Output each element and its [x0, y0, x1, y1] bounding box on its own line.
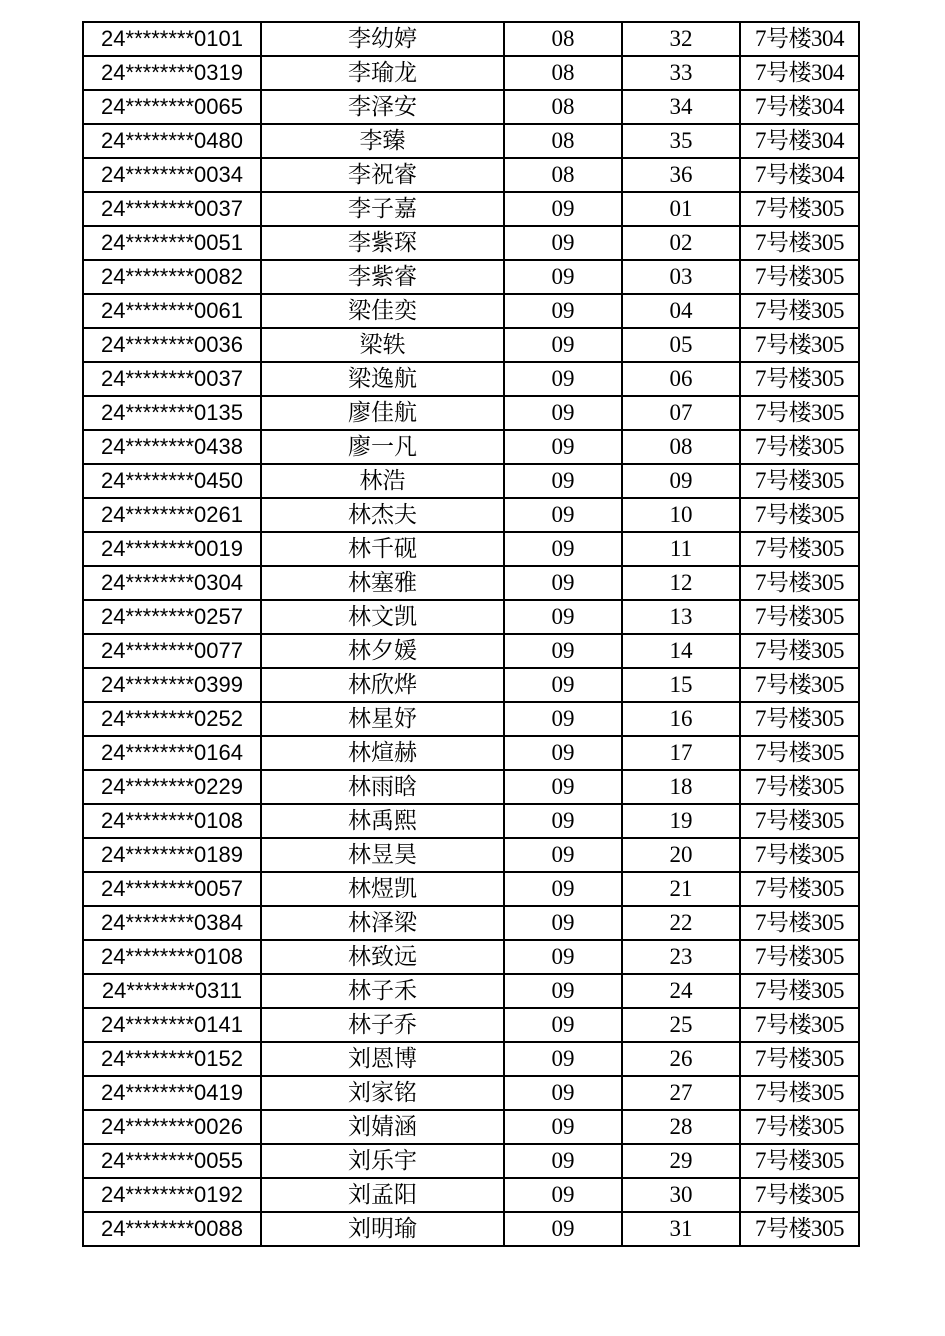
class-number-cell: 09	[504, 498, 622, 532]
seat-number-cell: 13	[622, 600, 740, 634]
seat-number-cell: 01	[622, 192, 740, 226]
student-id-cell: 24********0319	[83, 56, 261, 90]
class-number-cell: 09	[504, 804, 622, 838]
exam-room-cell: 7号楼305	[740, 634, 859, 668]
seat-number-cell: 18	[622, 770, 740, 804]
exam-room-cell: 7号楼305	[740, 872, 859, 906]
seat-number-cell: 04	[622, 294, 740, 328]
seat-number-cell: 02	[622, 226, 740, 260]
class-number-cell: 08	[504, 56, 622, 90]
class-number-cell: 09	[504, 532, 622, 566]
student-name-cell: 林煜凯	[261, 872, 504, 906]
class-number-cell: 09	[504, 1178, 622, 1212]
seat-number-cell: 14	[622, 634, 740, 668]
class-number-cell: 09	[504, 362, 622, 396]
table-row	[83, 1076, 859, 1110]
table-row	[83, 56, 859, 90]
exam-seating-table	[82, 21, 860, 1247]
student-id-cell: 24********0108	[83, 940, 261, 974]
exam-room-cell: 7号楼305	[740, 668, 859, 702]
seat-number-cell: 29	[622, 1144, 740, 1178]
table-row	[83, 362, 859, 396]
student-name-cell: 林浩	[261, 464, 504, 498]
exam-room-cell: 7号楼305	[740, 226, 859, 260]
seat-number-cell: 35	[622, 124, 740, 158]
class-number-cell: 09	[504, 974, 622, 1008]
student-id-cell: 24********0082	[83, 260, 261, 294]
student-id-cell: 24********0189	[83, 838, 261, 872]
student-name-cell: 林子乔	[261, 1008, 504, 1042]
student-id-cell: 24********0135	[83, 396, 261, 430]
class-number-cell: 09	[504, 1042, 622, 1076]
table-row	[83, 1008, 859, 1042]
exam-room-cell: 7号楼305	[740, 260, 859, 294]
student-id-cell: 24********0108	[83, 804, 261, 838]
table-row	[83, 260, 859, 294]
class-number-cell: 09	[504, 260, 622, 294]
table-row	[83, 90, 859, 124]
seat-number-cell: 03	[622, 260, 740, 294]
student-id-cell: 24********0311	[83, 974, 261, 1008]
student-name-cell: 刘婧涵	[261, 1110, 504, 1144]
table-row	[83, 464, 859, 498]
student-id-cell: 24********0026	[83, 1110, 261, 1144]
seat-number-cell: 27	[622, 1076, 740, 1110]
seat-number-cell: 24	[622, 974, 740, 1008]
student-name-cell: 林昱昊	[261, 838, 504, 872]
class-number-cell: 08	[504, 124, 622, 158]
student-name-cell: 李子嘉	[261, 192, 504, 226]
student-id-cell: 24********0019	[83, 532, 261, 566]
seat-number-cell: 19	[622, 804, 740, 838]
student-id-cell: 24********0101	[83, 22, 261, 56]
seat-number-cell: 10	[622, 498, 740, 532]
student-id-cell: 24********0051	[83, 226, 261, 260]
exam-room-cell: 7号楼305	[740, 498, 859, 532]
table-row	[83, 634, 859, 668]
seat-number-cell: 12	[622, 566, 740, 600]
class-number-cell: 09	[504, 634, 622, 668]
seat-number-cell: 33	[622, 56, 740, 90]
exam-room-cell: 7号楼305	[740, 1144, 859, 1178]
student-id-cell: 24********0450	[83, 464, 261, 498]
class-number-cell: 08	[504, 90, 622, 124]
table-row	[83, 1212, 859, 1246]
student-name-cell: 林欣烨	[261, 668, 504, 702]
student-name-cell: 梁逸航	[261, 362, 504, 396]
table-row	[83, 770, 859, 804]
student-id-cell: 24********0088	[83, 1212, 261, 1246]
class-number-cell: 09	[504, 1110, 622, 1144]
class-number-cell: 09	[504, 328, 622, 362]
student-id-cell: 24********0065	[83, 90, 261, 124]
class-number-cell: 08	[504, 158, 622, 192]
student-id-cell: 24********0192	[83, 1178, 261, 1212]
student-name-cell: 廖佳航	[261, 396, 504, 430]
student-id-cell: 24********0304	[83, 566, 261, 600]
table-row	[83, 158, 859, 192]
table-row	[83, 804, 859, 838]
table-row	[83, 736, 859, 770]
student-name-cell: 林星妤	[261, 702, 504, 736]
student-name-cell: 林禹熙	[261, 804, 504, 838]
student-name-cell: 李紫睿	[261, 260, 504, 294]
student-id-cell: 24********0419	[83, 1076, 261, 1110]
exam-room-cell: 7号楼305	[740, 1212, 859, 1246]
student-name-cell: 林雨晗	[261, 770, 504, 804]
exam-room-cell: 7号楼305	[740, 702, 859, 736]
student-name-cell: 李幼婷	[261, 22, 504, 56]
seat-number-cell: 32	[622, 22, 740, 56]
seat-number-cell: 31	[622, 1212, 740, 1246]
table-row	[83, 430, 859, 464]
student-id-cell: 24********0384	[83, 906, 261, 940]
exam-room-cell: 7号楼304	[740, 124, 859, 158]
table-row	[83, 974, 859, 1008]
student-id-cell: 24********0037	[83, 192, 261, 226]
student-id-cell: 24********0257	[83, 600, 261, 634]
student-name-cell: 刘乐宇	[261, 1144, 504, 1178]
student-name-cell: 林千砚	[261, 532, 504, 566]
table-row	[83, 1178, 859, 1212]
table-row	[83, 566, 859, 600]
student-id-cell: 24********0061	[83, 294, 261, 328]
student-id-cell: 24********0252	[83, 702, 261, 736]
student-name-cell: 林泽梁	[261, 906, 504, 940]
seat-number-cell: 07	[622, 396, 740, 430]
class-number-cell: 09	[504, 940, 622, 974]
student-name-cell: 廖一凡	[261, 430, 504, 464]
student-name-cell: 刘家铭	[261, 1076, 504, 1110]
class-number-cell: 08	[504, 22, 622, 56]
exam-room-cell: 7号楼305	[740, 1110, 859, 1144]
table-row	[83, 532, 859, 566]
student-name-cell: 林致远	[261, 940, 504, 974]
class-number-cell: 09	[504, 192, 622, 226]
table-row	[83, 124, 859, 158]
seat-number-cell: 34	[622, 90, 740, 124]
table-row	[83, 906, 859, 940]
table-row	[83, 940, 859, 974]
exam-room-cell: 7号楼305	[740, 1042, 859, 1076]
table-row	[83, 600, 859, 634]
student-id-cell: 24********0261	[83, 498, 261, 532]
class-number-cell: 09	[504, 226, 622, 260]
student-name-cell: 李紫琛	[261, 226, 504, 260]
student-name-cell: 梁轶	[261, 328, 504, 362]
exam-room-cell: 7号楼305	[740, 838, 859, 872]
exam-room-cell: 7号楼305	[740, 430, 859, 464]
student-name-cell: 刘明瑜	[261, 1212, 504, 1246]
seat-number-cell: 21	[622, 872, 740, 906]
class-number-cell: 09	[504, 600, 622, 634]
table-row	[83, 498, 859, 532]
exam-room-cell: 7号楼304	[740, 90, 859, 124]
exam-room-cell: 7号楼305	[740, 736, 859, 770]
exam-room-cell: 7号楼305	[740, 566, 859, 600]
table-row	[83, 328, 859, 362]
student-name-cell: 林子禾	[261, 974, 504, 1008]
class-number-cell: 09	[504, 906, 622, 940]
exam-room-cell: 7号楼305	[740, 940, 859, 974]
student-name-cell: 李祝睿	[261, 158, 504, 192]
exam-room-cell: 7号楼305	[740, 974, 859, 1008]
student-id-cell: 24********0152	[83, 1042, 261, 1076]
student-name-cell: 李臻	[261, 124, 504, 158]
student-id-cell: 24********0036	[83, 328, 261, 362]
student-name-cell: 李瑜龙	[261, 56, 504, 90]
table-row	[83, 838, 859, 872]
seat-number-cell: 28	[622, 1110, 740, 1144]
exam-room-cell: 7号楼305	[740, 1008, 859, 1042]
exam-room-cell: 7号楼305	[740, 770, 859, 804]
seat-number-cell: 26	[622, 1042, 740, 1076]
exam-room-cell: 7号楼304	[740, 22, 859, 56]
student-id-cell: 24********0141	[83, 1008, 261, 1042]
seat-number-cell: 36	[622, 158, 740, 192]
table-body	[83, 22, 859, 1246]
exam-room-cell: 7号楼305	[740, 804, 859, 838]
table-row	[83, 192, 859, 226]
student-name-cell: 刘恩博	[261, 1042, 504, 1076]
student-name-cell: 刘孟阳	[261, 1178, 504, 1212]
class-number-cell: 09	[504, 566, 622, 600]
student-name-cell: 林夕媛	[261, 634, 504, 668]
class-number-cell: 09	[504, 396, 622, 430]
student-id-cell: 24********0077	[83, 634, 261, 668]
student-id-cell: 24********0164	[83, 736, 261, 770]
student-name-cell: 林杰夫	[261, 498, 504, 532]
seat-number-cell: 20	[622, 838, 740, 872]
seat-number-cell: 06	[622, 362, 740, 396]
table-row	[83, 668, 859, 702]
student-name-cell: 李泽安	[261, 90, 504, 124]
class-number-cell: 09	[504, 872, 622, 906]
student-id-cell: 24********0438	[83, 430, 261, 464]
student-id-cell: 24********0480	[83, 124, 261, 158]
seat-number-cell: 23	[622, 940, 740, 974]
class-number-cell: 09	[504, 430, 622, 464]
exam-room-cell: 7号楼304	[740, 158, 859, 192]
seat-number-cell: 09	[622, 464, 740, 498]
class-number-cell: 09	[504, 838, 622, 872]
student-id-cell: 24********0037	[83, 362, 261, 396]
student-id-cell: 24********0229	[83, 770, 261, 804]
student-name-cell: 林煊赫	[261, 736, 504, 770]
seat-number-cell: 22	[622, 906, 740, 940]
table-row	[83, 1042, 859, 1076]
exam-room-cell: 7号楼305	[740, 396, 859, 430]
class-number-cell: 09	[504, 1144, 622, 1178]
seat-number-cell: 30	[622, 1178, 740, 1212]
table-row	[83, 396, 859, 430]
exam-room-cell: 7号楼304	[740, 56, 859, 90]
table-row	[83, 1144, 859, 1178]
class-number-cell: 09	[504, 294, 622, 328]
class-number-cell: 09	[504, 702, 622, 736]
exam-room-cell: 7号楼305	[740, 362, 859, 396]
table-row	[83, 1110, 859, 1144]
class-number-cell: 09	[504, 770, 622, 804]
student-id-cell: 24********0055	[83, 1144, 261, 1178]
seat-number-cell: 25	[622, 1008, 740, 1042]
table-row	[83, 294, 859, 328]
exam-room-cell: 7号楼305	[740, 600, 859, 634]
table-row	[83, 226, 859, 260]
student-name-cell: 林文凯	[261, 600, 504, 634]
exam-room-cell: 7号楼305	[740, 532, 859, 566]
exam-room-cell: 7号楼305	[740, 294, 859, 328]
seat-number-cell: 16	[622, 702, 740, 736]
exam-room-cell: 7号楼305	[740, 1178, 859, 1212]
seat-number-cell: 08	[622, 430, 740, 464]
class-number-cell: 09	[504, 736, 622, 770]
seat-number-cell: 11	[622, 532, 740, 566]
table-row	[83, 702, 859, 736]
student-name-cell: 梁佳奕	[261, 294, 504, 328]
exam-room-cell: 7号楼305	[740, 192, 859, 226]
seat-number-cell: 05	[622, 328, 740, 362]
table-row	[83, 872, 859, 906]
exam-room-cell: 7号楼305	[740, 328, 859, 362]
exam-room-cell: 7号楼305	[740, 1076, 859, 1110]
seat-number-cell: 17	[622, 736, 740, 770]
student-id-cell: 24********0034	[83, 158, 261, 192]
student-id-cell: 24********0399	[83, 668, 261, 702]
class-number-cell: 09	[504, 1212, 622, 1246]
student-id-cell: 24********0057	[83, 872, 261, 906]
class-number-cell: 09	[504, 1008, 622, 1042]
seat-number-cell: 15	[622, 668, 740, 702]
class-number-cell: 09	[504, 1076, 622, 1110]
exam-room-cell: 7号楼305	[740, 906, 859, 940]
class-number-cell: 09	[504, 464, 622, 498]
table-row	[83, 22, 859, 56]
student-name-cell: 林塞雅	[261, 566, 504, 600]
class-number-cell: 09	[504, 668, 622, 702]
exam-room-cell: 7号楼305	[740, 464, 859, 498]
